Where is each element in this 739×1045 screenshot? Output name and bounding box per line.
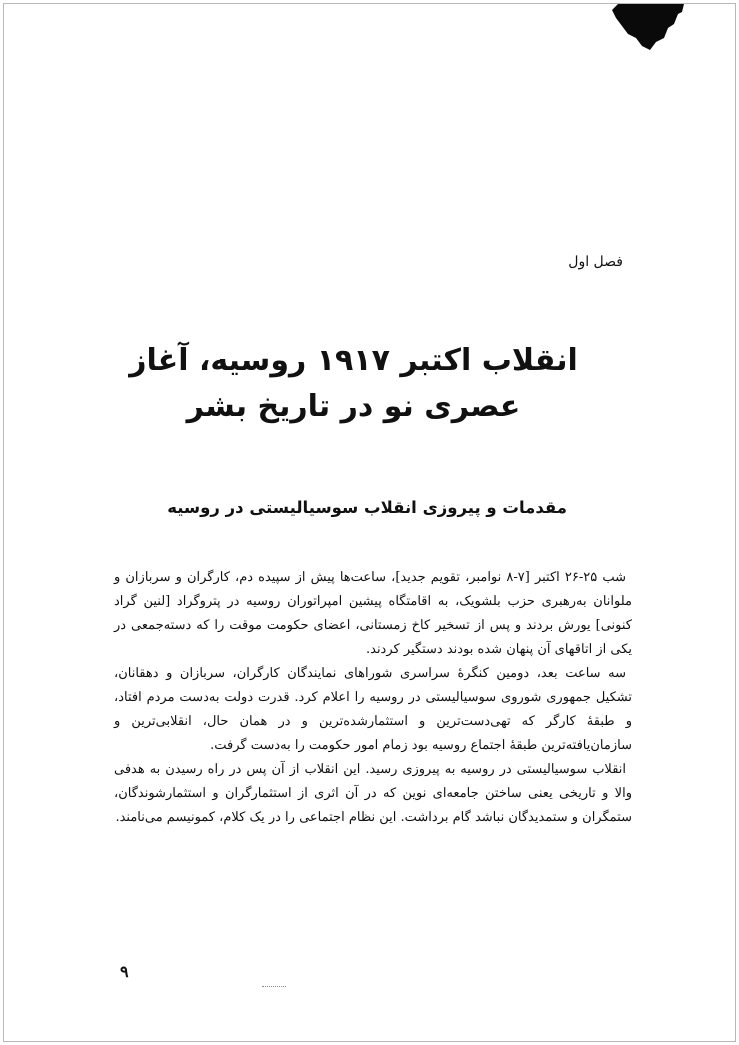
page-number: ۹ [120,962,129,981]
paragraph: شب ۲۵-۲۶ اکتبر [۷-۸ نوامبر، تقویم جدید]، ساعت‌ها پیش از سپیده دم، کارگران و سربازان و ملوانان به‌رهبری حزب بلشویک، به اقامتگاه پیشین امپراتوران روسیه در پتروگراد [لنین گراد کنونی] یورش بردند و پس از تسخیر کاخ زمستانی، اعضای حکومت موقت را که دسته‌جمعی در یکی از اتاقهای آن پنهان شده بودند دستگیر کردند. [114,570,632,657]
document-page [3,3,736,1042]
section-heading: مقدمات و پیروزی انقلاب سوسیالیستی در روسیه [167,498,567,517]
chapter-title: انقلاب اکتبر ۱۹۱۷ روسیه، آغاز عصری نو در تاریخ بشر [129,343,578,424]
body-text [114,566,632,830]
paragraph: انقلاب سوسیالیستی در روسیه به پیروزی رسید. این انقلاب از آن پس در راه رسیدن به هدفی والا و تاریخی یعنی ساختن جامعه‌ای نوین که در آن اثری از استثمارگران و استثمارشوندگان، ستمگران و ستمدیدگان نباشد گام برداشت. این نظام اجتماعی را در یک کلام، کمونیسم می‌نامند. [114,762,632,825]
paragraph: سه ساعت بعد، دومین کنگرهٔ سراسری شوراهای نمایندگان کارگران، سربازان و دهقانان، تشکیل جمهوری شوروی سوسیالیستی در روسیه را اعلام کرد. قدرت دولت به‌دست مردم افتاد، و طبقهٔ کارگر که تهی‌دست‌ترین و استثمارشده‌ترین و در همان حال، انقلابی‌ترین و سازمان‌یافته‌ترین طبقهٔ اجتماع روسیه بود زمام امور حکومت را به‌دست گرفت. [114,666,632,753]
footer-mark [262,986,286,987]
ink-blot-mark [612,4,688,52]
chapter-label: فصل اول [568,254,623,270]
